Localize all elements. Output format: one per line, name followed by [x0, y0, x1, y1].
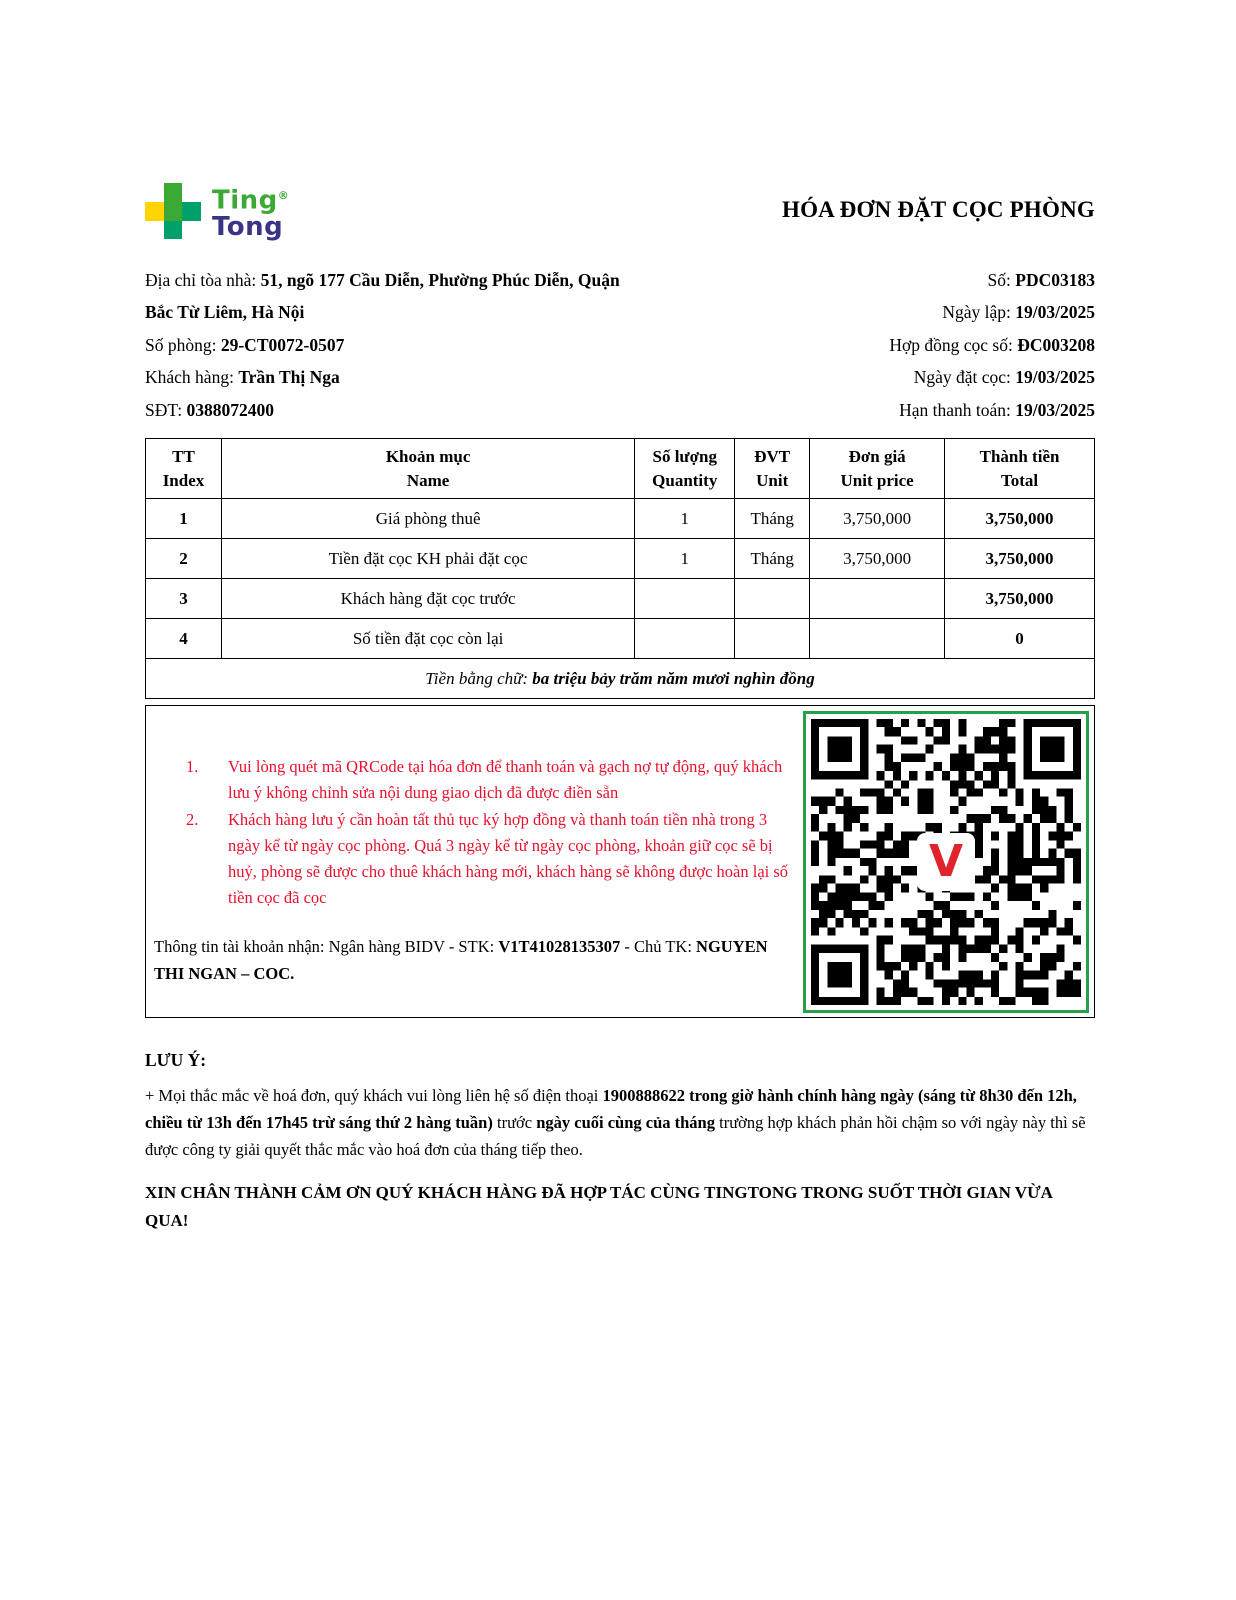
amount-in-words-row [146, 659, 1095, 699]
table-header-row [146, 439, 1095, 499]
payment-due-date: Hạn thanh toán: 19/03/2025 [899, 399, 1095, 420]
cell-name: Số tiền đặt cọc còn lại [221, 619, 634, 659]
deposit-date: Ngày đặt cọc: 19/03/2025 [913, 367, 1095, 388]
cell-total: 3,750,000 [945, 579, 1095, 619]
tingtong-pixel-cross-icon [145, 183, 201, 239]
footer-thanks: XIN CHÂN THÀNH CẢM ƠN QUÝ KHÁCH HÀNG ĐÃ HỢP TÁC CÙNG TINGTONG TRONG SUỐT THỜI GIAN VỪA QUA! [145, 1183, 1052, 1231]
col-name: Khoản mục Name [221, 439, 634, 499]
items-table [145, 438, 1095, 699]
cell-total: 3,750,000 [945, 499, 1095, 539]
table-row [146, 619, 1095, 659]
bank-label: Thông tin tài khoản nhận: Ngân hàng BIDV - STK: [154, 937, 499, 957]
invoice-info [145, 264, 1095, 427]
col-index: TT Index [146, 439, 222, 499]
cell-index: 2 [146, 539, 222, 579]
cell-total: 0 [945, 619, 1095, 659]
list-item: 1. Vui lòng quét mã QRCode tại hóa đơn để thanh toán và gạch nợ tự động, quý khách lưu ý không chỉnh sửa nội dung giao dịch đã được điền sẵn [186, 757, 783, 803]
cell-unit-price: 3,750,000 [810, 499, 945, 539]
customer-info [145, 264, 650, 427]
customer-phone: SĐT: 0388072400 [145, 399, 274, 420]
brand-tong: Tong [212, 211, 284, 242]
invoice-header [145, 183, 1095, 240]
brand-ting: Ting [212, 185, 278, 216]
col-unit: ĐVT Unit [735, 439, 810, 499]
cell-unit-price: 3,750,000 [810, 539, 945, 579]
table-row [146, 539, 1095, 579]
payment-notes-box [145, 705, 1095, 1018]
invoice-meta [675, 264, 1095, 427]
table-row [146, 499, 1095, 539]
col-quantity: Số lượng Quantity [635, 439, 735, 499]
list-item: 2. Khách hàng lưu ý cần hoàn tất thủ tục ký hợp đồng và thanh toán tiền nhà trong 3 ngày kể từ ngày cọc phòng. Quá 3 ngày kể từ ngày cọc phòng, khoản giữ cọc sẽ bị huỷ, phòng sẽ được cho thuê khách hàng mới, khách hàng sẽ không được hoàn lại số tiền cọc đã cọc [186, 810, 789, 908]
page-title: HÓA ĐƠN ĐẶT CỌC PHÒNG [781, 197, 1095, 222]
cell-unit-price [810, 579, 945, 619]
cell-unit: Tháng [735, 499, 810, 539]
invoice-number: Số: PDC03183 [987, 269, 1095, 290]
deposit-contract-number: Hợp đồng cọc số: ĐC003208 [889, 334, 1095, 355]
bank-account-info: Thông tin tài khoản nhận: Ngân hàng BIDV - STK: V1T41028135307 - Chủ TK: NGUYEN THI NGAN – COC. [154, 937, 768, 984]
tingtong-wordmark [212, 183, 289, 240]
amount-in-words: Tiền bằng chữ: ba triệu bảy trăm năm mươi nghìn đồng [146, 659, 1095, 699]
footer-note-paragraph: + Mọi thắc mắc về hoá đơn, quý khách vui lòng liên hệ số điện thoại 1900888622 trong giờ hành chính hàng ngày (sáng từ 8h30 đến 12h, chiều từ 13h đến 17h45 trừ sáng thứ 2 hàng tuần) trước ngày cuối cùng của tháng trường hợp khách phản hồi chậm so với ngày này thì sẽ được công ty giải quyết thắc mắc vào hoá đơn của tháng tiếp theo. [145, 1086, 1086, 1160]
cell-index: 4 [146, 619, 222, 659]
cell-quantity [635, 619, 735, 659]
payment-qr-frame [803, 711, 1089, 1013]
bank-account-holder: NGUYEN THI NGAN – COC. [154, 937, 768, 984]
table-row [146, 579, 1095, 619]
footer-note-title: LƯU Ý: [145, 1050, 207, 1071]
cell-unit-price [810, 619, 945, 659]
bank-account-number: V1T41028135307 [498, 937, 621, 957]
customer-name: Khách hàng: Trần Thị Nga [145, 367, 340, 388]
cell-unit: Tháng [735, 539, 810, 579]
cell-name: Giá phòng thuê [221, 499, 634, 539]
cell-total: 3,750,000 [945, 539, 1095, 579]
building-address: Địa chỉ tòa nhà: 51, ngõ 177 Cầu Diễn, Phường Phúc Diễn, Quận Bắc Từ Liêm, Hà Nội [145, 269, 620, 323]
cell-quantity [635, 579, 735, 619]
room-number: Số phòng: 29-CT0072-0507 [145, 334, 345, 355]
cell-name: Tiền đặt cọc KH phải đặt cọc [221, 539, 634, 579]
cell-index: 1 [146, 499, 222, 539]
qr-center-logo-icon: V [917, 833, 975, 891]
cell-unit [735, 579, 810, 619]
registered-mark: ® [277, 189, 290, 202]
cell-unit [735, 619, 810, 659]
cell-quantity: 1 [635, 499, 735, 539]
col-unit-price: Đơn giá Unit price [810, 439, 945, 499]
cell-quantity: 1 [635, 539, 735, 579]
col-total: Thành tiền Total [945, 439, 1095, 499]
cell-name: Khách hàng đặt cọc trước [221, 579, 634, 619]
cell-index: 3 [146, 579, 222, 619]
issue-date: Ngày lập: 19/03/2025 [942, 302, 1095, 323]
tingtong-logo [145, 183, 289, 240]
